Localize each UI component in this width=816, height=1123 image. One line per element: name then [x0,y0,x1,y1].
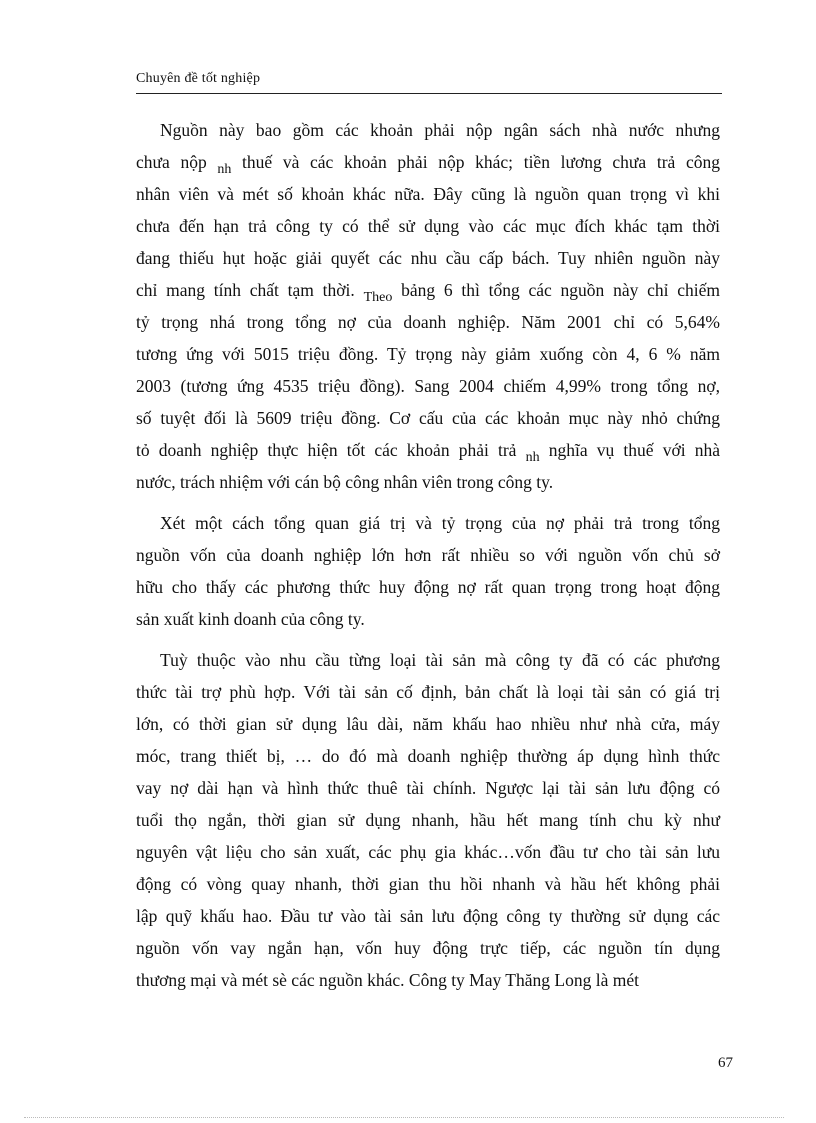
lowered-word: nh [217,162,232,177]
page-header [136,71,722,94]
paragraph [136,507,720,635]
text-line [136,146,720,178]
header-title: Chuyên đề tốt nghiệp [136,71,261,86]
text-line: nước, trách nhiệm với cán bộ công nhân viên trong công ty. [136,472,554,492]
text-line: sản xuất kinh doanh của công ty. [136,609,365,629]
text-line: Xét một cách tổng quan giá trị và tỷ trọng của nợ phải trả trong tổng [160,513,720,533]
paragraph [136,114,720,498]
text-line: đang thiếu hụt hoặc giải quyết các nhu cầu cấp bách. Tuy nhiên nguồn này [136,248,720,268]
text-line [136,274,720,306]
text-segment: nghĩa vụ thuế với nhà [539,440,720,460]
text-line: thức tài trợ phù hợp. Với tài sản cố định, bản chất là loại tài sản có giá trị [136,682,720,702]
text-line: thương mại và mét sè các nguồn khác. Công ty May Thăng Long là mét [136,970,639,990]
bottom-divider [24,1117,784,1118]
lowered-word: Theo [363,290,393,305]
lowered-word: nh [525,450,540,465]
page-number: 67 [718,1055,733,1071]
text-line: lớn, có thời gian sử dụng lâu dài, năm khấu hao nhiều như nhà cửa, máy [136,714,720,734]
text-line: nguồn vốn của doanh nghiệp lớn hơn rất nhiều so với nguồn vốn chủ sở [136,545,720,565]
text-line: hữu cho thấy các phương thức huy động nợ rất quan trọng trong hoạt động [136,577,720,597]
text-line: tuổi thọ ngắn, thời gian sử dụng nhanh, hầu hết mang tính chu kỳ như [136,810,720,830]
paragraph-gap [136,635,720,644]
text-segment: bảng 6 thì tổng các nguồn này chỉ chiếm [392,280,721,300]
text-line: Nguồn này bao gồm các khoản phải nộp ngân sách nhà nước nhưng [160,120,720,140]
text-segment: chưa nộp [136,152,218,172]
text-line: động có vòng quay nhanh, thời gian thu hồi nhanh và hầu hết không phải [136,874,720,894]
text-line: vay nợ dài hạn và hình thức thuê tài chính. Ngược lại tài sản lưu động có [136,778,720,798]
body-text [136,114,720,996]
text-line: nhân viên và mét số khoản khác nữa. Đây cũng là nguồn quan trọng vì khi [136,184,720,204]
text-line: nguyên vật liệu cho sản xuất, các phụ gia khác…vốn đầu tư cho tài sản lưu [136,842,720,862]
text-line: chưa đến hạn trả công ty có thể sử dụng vào các mục đích khác tạm thời [136,216,720,236]
text-line: Tuỳ thuộc vào nhu cầu từng loại tài sản mà công ty đã có các phương [160,650,720,670]
paragraph-gap [136,498,720,507]
text-line: số tuyệt đối là 5609 triệu đồng. Cơ cấu của các khoản mục này nhỏ chứng [136,408,720,428]
text-line: móc, trang thiết bị, … do đó mà doanh nghiệp thường áp dụng hình thức [136,746,720,766]
text-line: lập quỹ khấu hao. Đầu tư vào tài sản lưu động công ty thường sử dụng các [136,906,720,926]
paragraph [136,644,720,996]
text-segment: tỏ doanh nghiệp thực hiện tốt các khoản phải trả [136,440,526,460]
text-line [136,434,720,466]
text-segment: thuế và các khoản phải nộp khác; tiền lương chưa trả công [231,152,720,172]
text-line: tương ứng với 5015 triệu đồng. Tỷ trọng này giảm xuống còn 4, 6 % năm [136,344,720,364]
text-segment: chỉ mang tính chất tạm thời. [136,280,364,300]
text-line: 2003 (tương ứng 4535 triệu đồng). Sang 2004 chiếm 4,99% trong tổng nợ, [136,376,720,396]
text-line: nguồn vốn vay ngắn hạn, vốn huy động trực tiếp, các nguồn tín dụng [136,938,720,958]
text-line: tỷ trọng nhá trong tổng nợ của doanh nghiệp. Năm 2001 chỉ có 5,64% [136,312,720,332]
